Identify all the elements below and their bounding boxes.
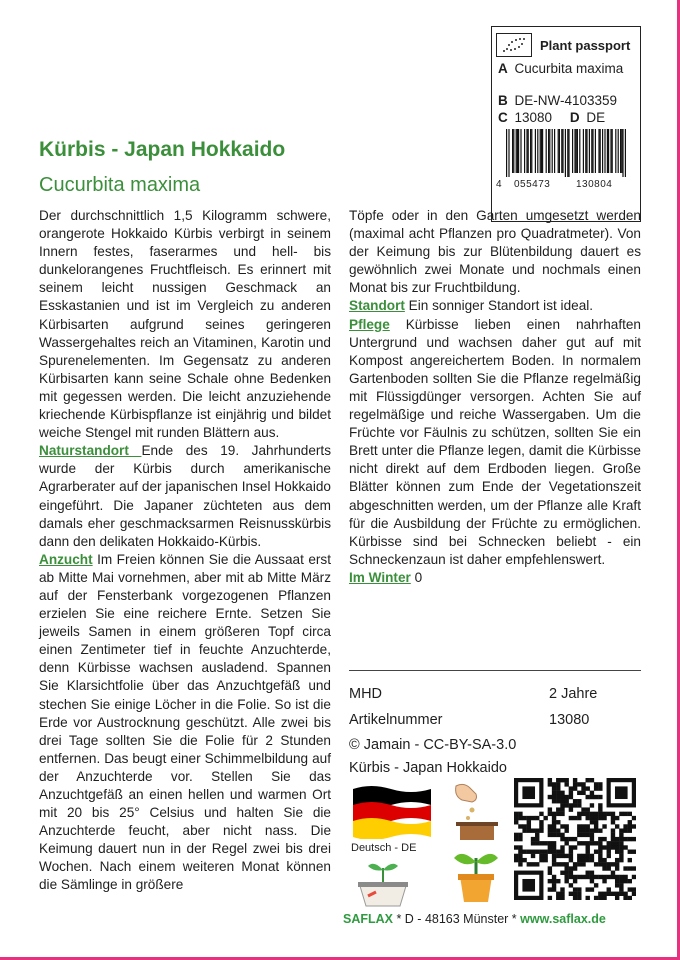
text-column-left [39, 207, 331, 895]
barcode [506, 129, 626, 177]
winter-heading: Im Winter [349, 569, 411, 585]
intro-paragraph: Der durchschnittlich 1,5 Kilogramm schwere, orangerote Hokkaido Kürbis verbirgt in seinem Innern festes, faserarmes und hell- bis dunkelorangenes Fruchtfleisch. Es erinnert mit seinem leicht nussigen Geschmack an Esskastanien und ist im Vergleich zu anderen Kürbisarten aufgrund seines geringeren Wassergehaltes reich an Vitaminen, Karotin und Spurenelementen. Im Gegensatz zu anderen Kürbisarten kann seine Schale ohne Bedenken mit gegessen werden. Die leicht anzuziehende kriechende Kürbispflanze ist einjährig und bildet weiche Stengel mit runden Blättern aus. [39, 208, 331, 441]
article-number-label: Artikelnummer [349, 712, 443, 728]
pflege-paragraph [349, 316, 641, 569]
mhd-label: MHD [349, 686, 383, 702]
naturstandort-text: Ende des 19. Jahrhunderts wurde der Kürbis durch amerikanische Agrarberater auf der japanischen Insel Hokkaido eingeführt. Die Japaner züchteten aus dem damals eher geschmacksarmen Reisnusskürbis dann den delikaten Hokkaido-Kürbis. [39, 443, 331, 549]
passport-value-c: 13080 [514, 110, 553, 125]
barcode-right-digits: 130804 [576, 179, 613, 190]
sprout-pot-icon [446, 846, 506, 906]
footer-address: * D - 48163 Münster * [393, 912, 521, 926]
winter-paragraph [349, 569, 641, 587]
passport-line-b [498, 93, 617, 108]
qr-code-icon[interactable] [514, 778, 636, 900]
passport-key-b: B [498, 93, 508, 108]
language-label: Deutsch - DE [351, 842, 417, 854]
seedling-pot-icon [354, 856, 412, 908]
eu-organic-leaf-icon [496, 33, 532, 57]
winter-text: 0 [410, 569, 423, 585]
passport-line-cd [498, 110, 605, 125]
product-name-repeat: Kürbis - Japan Hokkaido [349, 760, 507, 776]
barcode-first-digit: 4 [496, 179, 503, 190]
passport-line-a [498, 61, 623, 76]
standort-paragraph [349, 297, 641, 315]
product-title: Kürbis - Japan Hokkaido [39, 138, 286, 161]
pflege-heading: Pflege [349, 316, 390, 332]
divider-line [349, 670, 641, 671]
naturstandort-heading: Naturstandort [39, 443, 142, 459]
naturstandort-paragraph [39, 442, 331, 551]
article-number-value: 13080 [549, 712, 590, 728]
passport-value-b: DE-NW-4103359 [514, 93, 618, 108]
barcode-left-digits: 055473 [514, 179, 551, 190]
standort-heading: Standort [349, 298, 405, 314]
passport-header [496, 31, 636, 59]
passport-key-c: C [498, 110, 508, 125]
text-column-right [349, 207, 641, 587]
image-credit: © Jamain - CC-BY-SA-3.0 [349, 737, 517, 753]
standort-text: Ein sonniger Standort ist ideal. [404, 298, 594, 314]
passport-value-a: Cucurbita maxima [514, 61, 624, 76]
latin-name: Cucurbita maxima [39, 174, 201, 196]
passport-key-d: D [569, 110, 580, 125]
passport-key-a: A [498, 61, 508, 76]
plant-passport [491, 26, 641, 222]
passport-title: Plant passport [540, 37, 631, 53]
mhd-value: 2 Jahre [549, 686, 598, 702]
website-link[interactable]: www.saflax.de [520, 912, 606, 926]
passport-value-d: DE [586, 110, 606, 125]
anzucht-continued: Töpfe oder in den Garten umgesetzt werden (maximal acht Pflanzen pro Quadratmeter). Von der Keimung bis zur Blütenbildung dauert es gewöhnlich zwei Monate und nochmals einen Monat bis zur Fruchtbildung. [349, 208, 641, 296]
hand-sowing-seed-icon [446, 780, 506, 842]
anzucht-text: Im Freien können Sie die Aussaat erst ab Mitte Mai vornehmen, aber mit ab Mitte März auf der Fensterbank vorgezogenen Pflanzen erzielen Sie eine reichere Ernte. Setzen Sie jeweils Samen in einem größeren Topf circa einen Zentimeter tief in feuchte Anzuchterde, denn Kürbisse wachsen ausladend. Spannen Sie Klarsichtfolie über das Anzuchtgefäß und stechen Sie einige Löcher in die Folie. So ist die Erde vor Austrocknung geschützt. Alle zwei bis drei Tage sollten Sie die Folie für 2 Stunden entfernen. Das beugt einer Schimmelbildung auf der Anzuchterde vor. Stellen Sie das Anzuchtgefäß an einen hellen und warmen Ort mit 20 bis 25° Celsius und halten Sie die Anzuchterde feucht, aber nicht nass. Die Keimung dauert nun in der Regel zwei bis drei Wochen. Nach einem weiteren Monat können die Sämlinge in größere [39, 551, 331, 893]
brand-name: SAFLAX [343, 912, 393, 926]
pflege-text: Kürbisse lieben einen nahrhaften Untergrund und wachsen daher gut auf mit Kompost angereichertem Boden. In normalem Gartenboden sollten Sie die Pflanze regelmäßig mit Flüssigdünger versorgen. Achten Sie auf regelmäßige und reiche Wassergaben. Um die Früchte vor Fäulnis zu schützen, sollten Sie ein Brett unter die Pflanze legen, damit die Kürbisse nicht direkt auf dem Erdboden liegen. Große Blätter können zum Ende der Vegetationszeit abgeschnitten werden, um der Pflanze alle Kraft für die Ausbildung der Früchte zu ermöglichen. Kürbisse sind bei Schnecken beliebt - ein Schneckenzaun ist daher empfehlenswert. [349, 316, 641, 567]
german-flag-icon [351, 783, 433, 839]
footer [343, 912, 606, 926]
anzucht-paragraph [39, 551, 331, 895]
anzucht-heading: Anzucht [39, 551, 93, 567]
